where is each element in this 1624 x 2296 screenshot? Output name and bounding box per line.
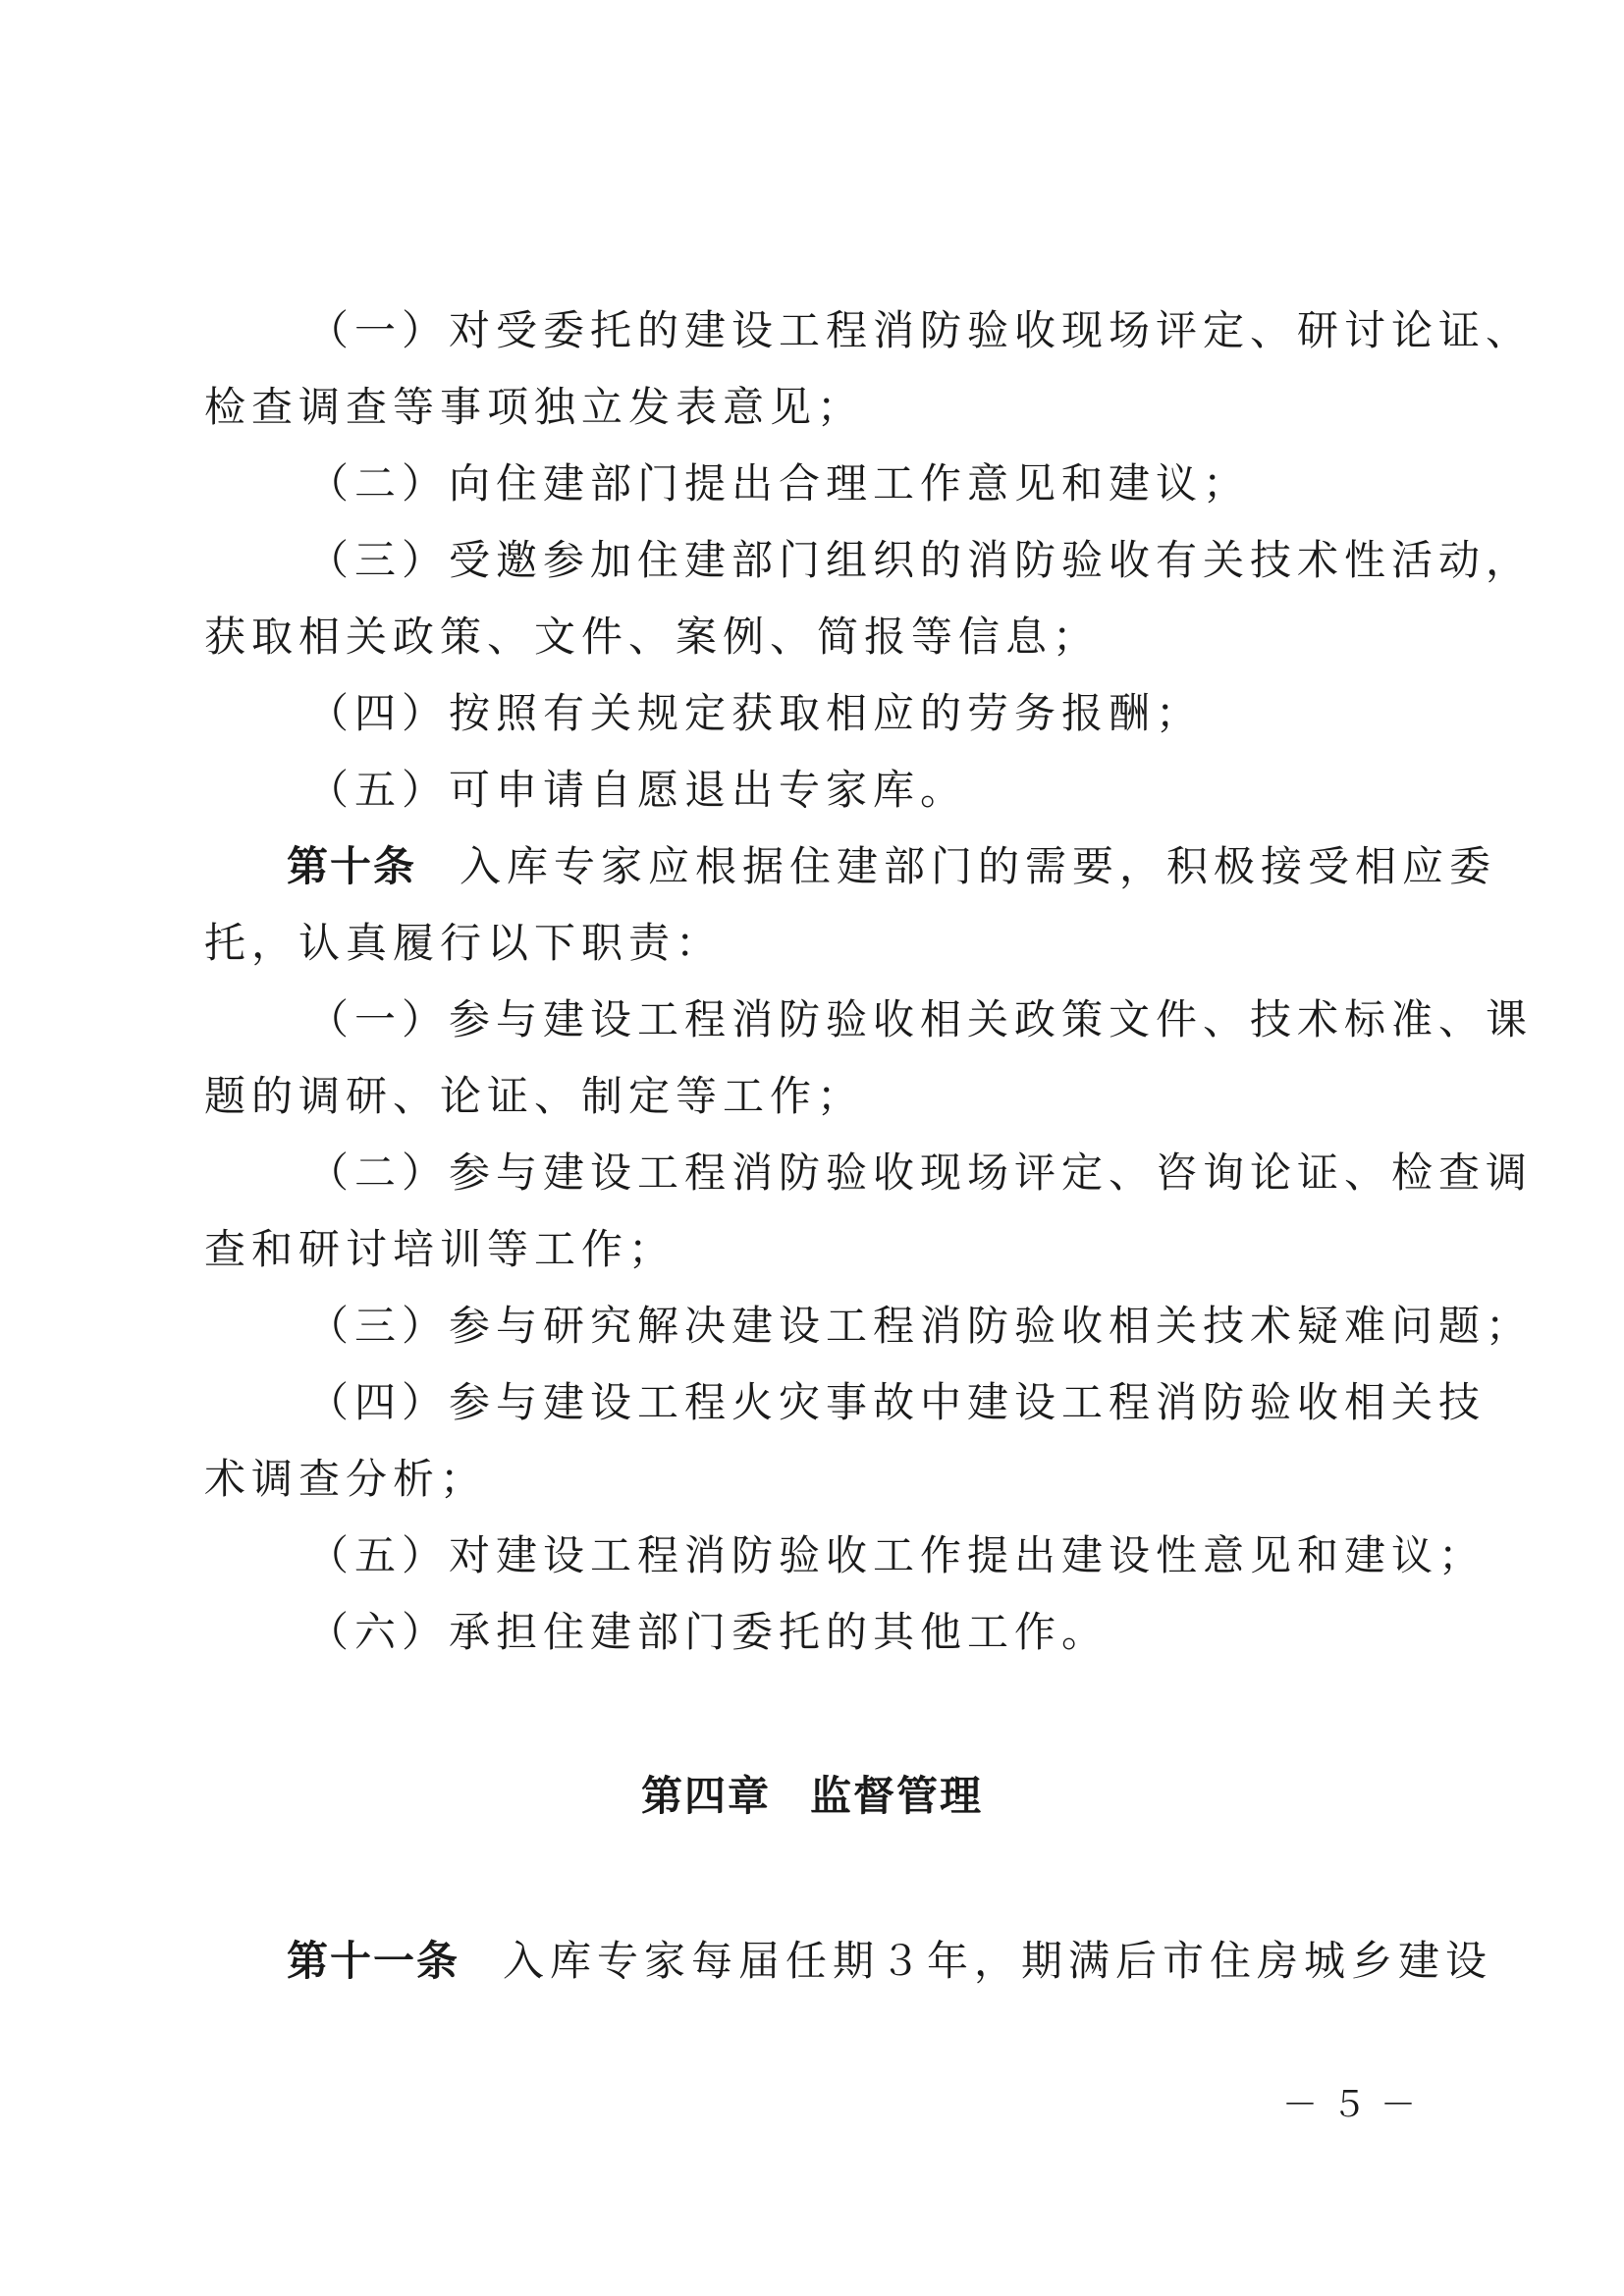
- duty-item-4-line-1: （四）参与建设工程火灾事故中建设工程消防验收相关技: [307, 1378, 1487, 1426]
- right-item-2: （二）向住建部门提出合理工作意见和建议；: [307, 459, 1251, 507]
- article-10-title: 第十条: [287, 842, 417, 890]
- chapter-title: 监督管理: [810, 1772, 984, 1820]
- article-10-text: 入库专家应根据住建部门的需要，积极接受相应委: [460, 842, 1497, 890]
- right-item-5: （五）可申请自愿退出专家库。: [307, 766, 968, 814]
- article-11-line-1: [287, 1923, 1514, 2000]
- duty-item-4-line-2: 术调查分析；: [204, 1455, 488, 1503]
- page-number: －５－: [1281, 2085, 1430, 2125]
- right-item-1-line-1: （一）对受委托的建设工程消防验收现场评定、研讨论证、: [307, 306, 1534, 354]
- article-10-line-2: 托，认真履行以下职责：: [204, 919, 724, 967]
- duty-item-6: （六）承担住建部门委托的其他工作。: [307, 1608, 1110, 1656]
- article-10-line-1: [287, 828, 1514, 905]
- right-item-1-line-2: 检查调查等事项独立发表意见；: [204, 383, 865, 431]
- duty-item-3: （三）参与研究解决建设工程消防验收相关技术疑难问题；: [307, 1302, 1534, 1350]
- duty-item-5: （五）对建设工程消防验收工作提出建设性意见和建议；: [307, 1531, 1487, 1579]
- article-11-title: 第十一条: [287, 1937, 460, 1985]
- chapter-heading: [0, 1758, 1624, 1835]
- duty-item-1-line-2: 题的调研、论证、制定等工作；: [204, 1072, 865, 1120]
- chapter-number: 第四章: [640, 1772, 771, 1820]
- right-item-3-line-2: 获取相关政策、文件、案例、简报等信息；: [204, 613, 1101, 661]
- article-11-text: 入库专家每届任期３年，期满后市住房城乡建设: [503, 1937, 1493, 1985]
- right-item-4: （四）按照有关规定获取相应的劳务报酬；: [307, 689, 1204, 737]
- duty-item-2-line-1: （二）参与建设工程消防验收现场评定、咨询论证、检查调: [307, 1148, 1534, 1197]
- duty-item-1-line-1: （一）参与建设工程消防验收相关政策文件、技术标准、课: [307, 995, 1534, 1043]
- right-item-3-line-1: （三）受邀参加住建部门组织的消防验收有关技术性活动，: [307, 536, 1534, 584]
- duty-item-2-line-2: 查和研讨培训等工作；: [204, 1225, 677, 1273]
